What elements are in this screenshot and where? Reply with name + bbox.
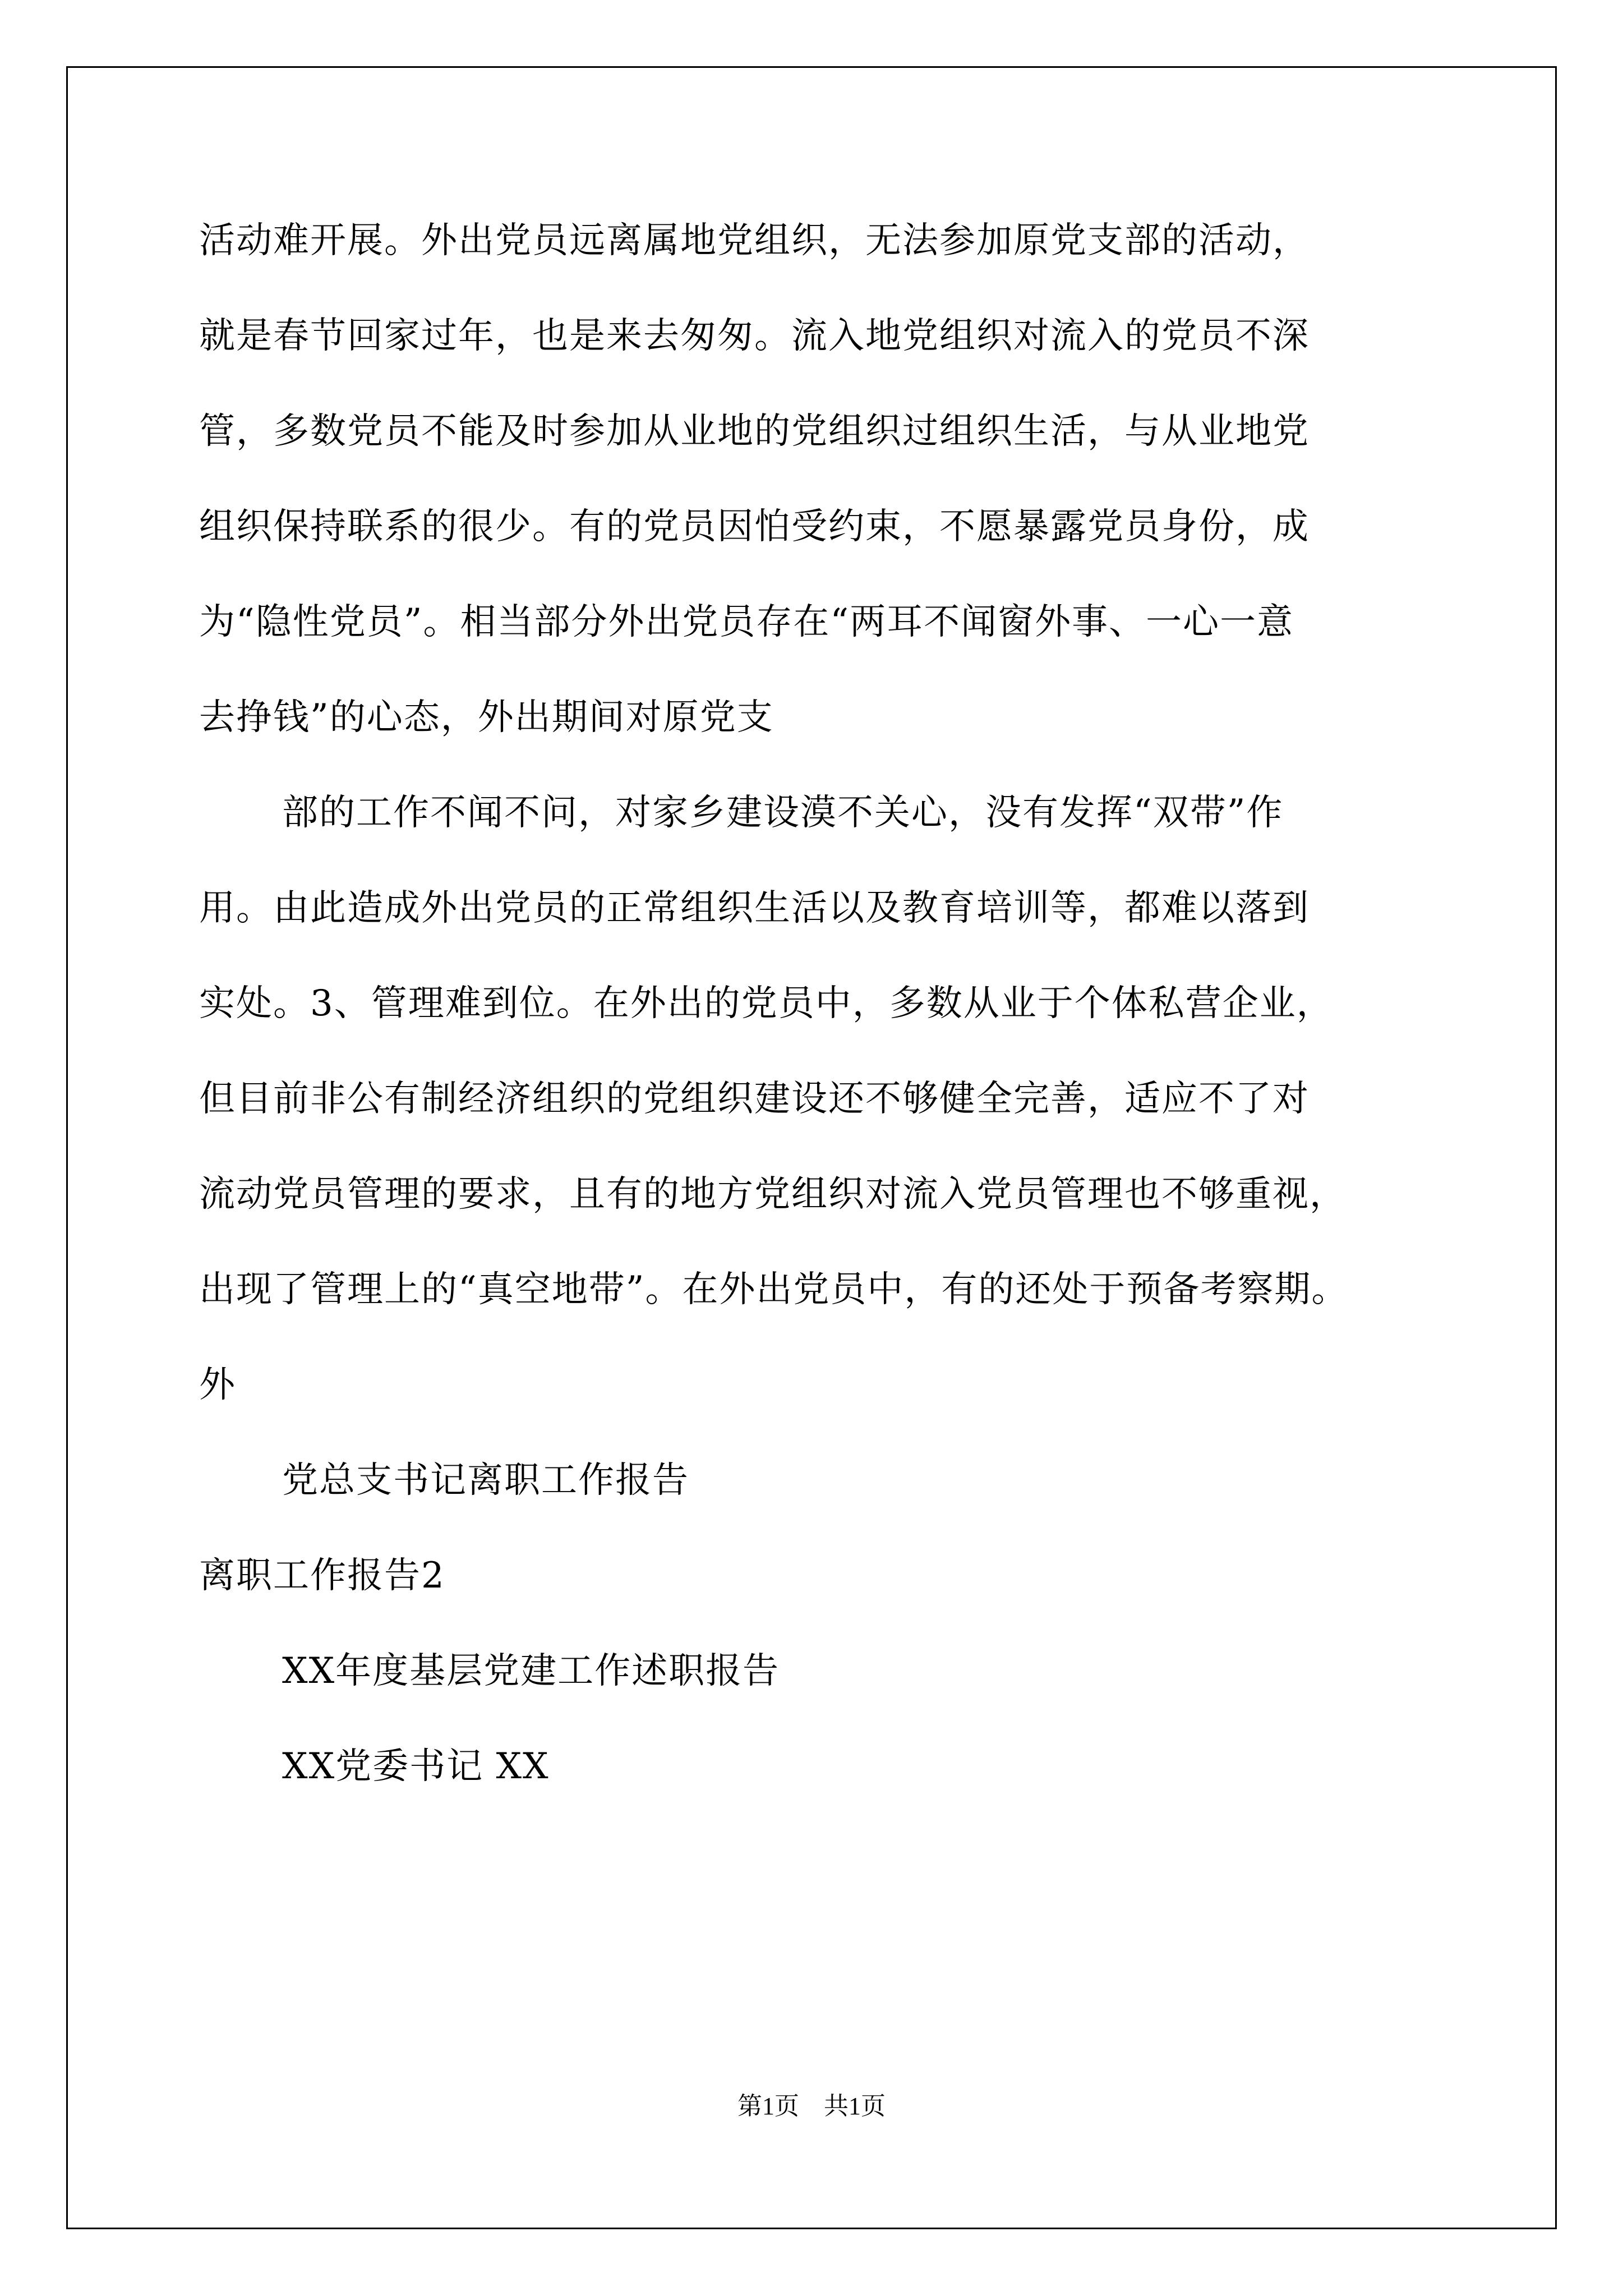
text-line-6: 去挣钱”的心态，外出期间对原党支 — [199, 697, 774, 738]
heading-resignation-report-2: 离职工作报告2 — [199, 1555, 445, 1596]
text-line-2: 就是春节回家过年，也是来去匆匆。流入地党组织对流入的党员不深 — [199, 315, 1310, 357]
heading-annual-report: XX年度基层党建工作述职报告 — [282, 1650, 780, 1692]
text-line-13: 外 — [199, 1364, 236, 1406]
text-line-10: 但目前非公有制经济组织的党组织建设还不够健全完善，适应不了对 — [199, 1078, 1310, 1120]
page-number: 第1页 共1页 — [737, 2092, 886, 2120]
text-line-9: 实处。3、管理难到位。在外出的党员中，多数从业于个体私营企业， — [199, 983, 1334, 1024]
text-line-4: 组织保持联系的很少。有的党员因怕受约束，不愿暴露党员身份，成 — [199, 506, 1310, 547]
text-line-11: 流动党员管理的要求，且有的地方党组织对流入党员管理也不够重视， — [199, 1174, 1347, 1215]
page-footer — [0, 2090, 1623, 2123]
text-line-5: 为“隐性党员”。相当部分外出党员存在“两耳不闻窗外事、一心一意 — [199, 601, 1294, 643]
text-line-1: 活动难开展。外出党员远离属地党组织，无法参加原党支部的活动， — [199, 220, 1310, 261]
text-line-3: 管，多数党员不能及时参加从业地的党组织过组织生活，与从业地党 — [199, 411, 1310, 452]
text-line-12: 出现了管理上的“真空地带”。在外出党员中，有的还处于预备考察期。 — [199, 1269, 1349, 1310]
heading-party-secretary-report: 党总支书记离职工作报告 — [282, 1460, 689, 1501]
author-line: XX党委书记 XX — [282, 1746, 550, 1787]
text-line-8: 用。由此造成外出党员的正常组织生活以及教育培训等，都难以落到 — [199, 887, 1310, 929]
text-line-7: 部的工作不闻不问，对家乡建设漠不关心，没有发挥“双带”作 — [282, 792, 1284, 834]
document-body — [199, 193, 1427, 1814]
